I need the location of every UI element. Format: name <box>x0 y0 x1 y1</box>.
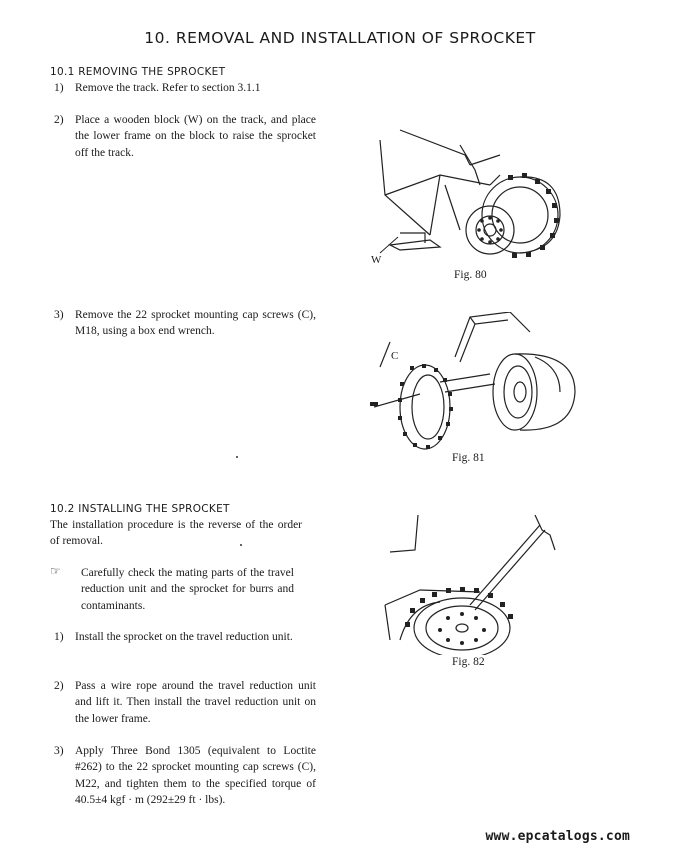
installing-intro: The installation procedure is the reverse of the order of removal. <box>50 519 302 548</box>
figure-80-label: Fig. 80 <box>454 269 487 281</box>
step-number: 1) <box>54 631 64 643</box>
removing-step-1 <box>54 80 316 96</box>
figure-82-label: Fig. 82 <box>452 656 485 668</box>
page-title: 10. REMOVAL AND INSTALLATION OF SPROCKET <box>144 29 536 47</box>
installing-note: Carefully check the mating parts of the travel reduction unit and the sprocket for burrs and contaminants. <box>81 567 294 612</box>
removing-step-2 <box>54 112 316 161</box>
step-text: Remove the 22 sprocket mounting cap screws (C), M18, using a box end wrench. <box>75 309 316 338</box>
section-heading-removing: 10.1 REMOVING THE SPROCKET <box>50 66 226 78</box>
figure-81-illustration <box>360 312 580 452</box>
step-number: 3) <box>54 309 64 321</box>
installing-step-2 <box>54 678 316 727</box>
stray-mark <box>240 544 242 546</box>
step-number: 2) <box>54 680 64 692</box>
step-text: Place a wooden block (W) on the track, and place the lower frame on the block to raise the sprocket off the track. <box>75 114 316 159</box>
figure-81-callout-c: C <box>391 350 399 362</box>
stray-mark <box>236 456 238 458</box>
installing-step-3 <box>54 743 316 808</box>
footer-website: www.epcatalogs.com <box>485 829 630 844</box>
figure-81-label: Fig. 81 <box>452 452 485 464</box>
removing-step-3 <box>54 307 316 340</box>
step-number: 3) <box>54 745 64 757</box>
step-number: 1) <box>54 82 64 94</box>
installing-step-1 <box>54 629 316 645</box>
step-number: 2) <box>54 114 64 126</box>
pointing-hand-icon: ☞ <box>50 564 61 578</box>
step-text: Apply Three Bond 1305 (equivalent to Loctite #262) to the 22 sprocket mounting cap screws (C), M22, and tighten them to the specified torque of 40.5±4 kgf · m (292±29 ft · lbs). <box>75 745 316 806</box>
section-heading-installing: 10.2 INSTALLING THE SPROCKET <box>50 503 230 515</box>
step-text: Install the sprocket on the travel reduction unit. <box>75 631 293 643</box>
figure-80-illustration <box>370 125 570 270</box>
figure-80-callout-w: W <box>371 254 382 266</box>
figure-82-illustration <box>380 510 570 655</box>
step-text: Pass a wire rope around the travel reduction unit and lift it. Then install the travel reduction unit on the lower frame. <box>75 680 316 725</box>
step-text: Remove the track. Refer to section 3.1.1 <box>75 82 261 94</box>
